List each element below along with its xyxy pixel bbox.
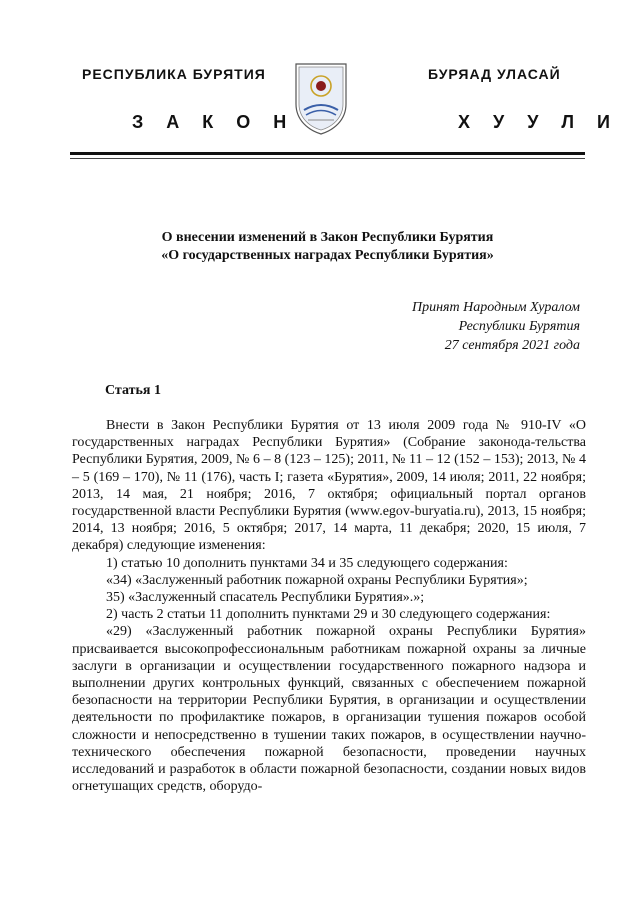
- paragraph: «34) «Заслуженный работник пожарной охраны Республики Бурятия»;: [106, 572, 528, 588]
- coat-of-arms-icon: [292, 58, 350, 136]
- header-rule-thin: [70, 158, 585, 159]
- adoption-note: [280, 298, 580, 355]
- paragraph: 1) статью 10 дополнить пунктами 34 и 35 следующего содержания:: [106, 555, 508, 571]
- adoption-line-1: Принят Народным Хуралом: [411, 300, 580, 315]
- paragraph: 2) часть 2 статьи 11 дополнить пунктами 29 и 30 следующего содержания:: [106, 607, 551, 623]
- article-body: [72, 417, 586, 795]
- republic-name-buryat: БУРЯАД УЛАСАЙ: [428, 66, 561, 82]
- law-title-line-1: О внесении изменений в Закон Республики Бурятия: [161, 230, 494, 245]
- adoption-date: 27 сентября 2021 года: [444, 338, 580, 353]
- law-title-line-2: «О государственных наградах Республики Бурятия»: [161, 248, 494, 263]
- paragraph: «29) «Заслуженный работник пожарной охраны Республики Бурятия» присваивается высокопрофессиональным работникам пожарной охраны за личные заслуги в организации и осуществлении государственного пожарного надзора и выполнении других контрольных функций, связанных с обеспечением пожарной безопасности на территории Республики Бурятия, в организации и осуществлении деятельности по профилактике пожаров, в организации тушения пожаров особой сложности и непосредственно в тушении таких пожаров, в осуществлении научно-технического обеспечения пожарной безопасности, проведении научных исследований и разработок в области пожарной безопасности, создании новых видов огнетушащих средств, оборудо-: [72, 624, 586, 795]
- paragraph: Внести в Закон Республики Бурятия от 13 июля 2009 года № 910-IV «О государственных наградах Республики Бурятия» (Собрание законода-тельства Республики Бурятия, 2009, № 6 – 8 (123 – 125); 2011, № 11 – 12 (152 – 153); 2013, № 4 – 5 (169 – 170), № 11 (176), часть I; газета «Бурятия», 2009, 14 июля; 2011, 22 ноября; 2013, 14 мая, 21 ноября; 2016, 7 октября; официальный портал органов государственной власти Республики Бурятия (www.egov-buryatia.ru), 2013, 15 ноября; 2014, 13 ноября; 2016, 5 октября; 2017, 14 марта, 11 декабря; 2020, 15 июля, 7 декабря) следующие изменения:: [72, 418, 586, 554]
- law-title: [70, 229, 585, 265]
- republic-name-russian: РЕСПУБЛИКА БУРЯТИЯ: [82, 66, 266, 82]
- adoption-line-2: Республики Бурятия: [458, 319, 580, 334]
- doc-type-russian: З А К О Н: [132, 112, 296, 132]
- header-rule-thick: [70, 152, 585, 155]
- doc-type-buryat: Х У У Л И: [458, 112, 619, 132]
- paragraph: 35) «Заслуженный спасатель Республики Бурятия».»;: [106, 590, 425, 606]
- article-heading: Статья 1: [105, 383, 161, 398]
